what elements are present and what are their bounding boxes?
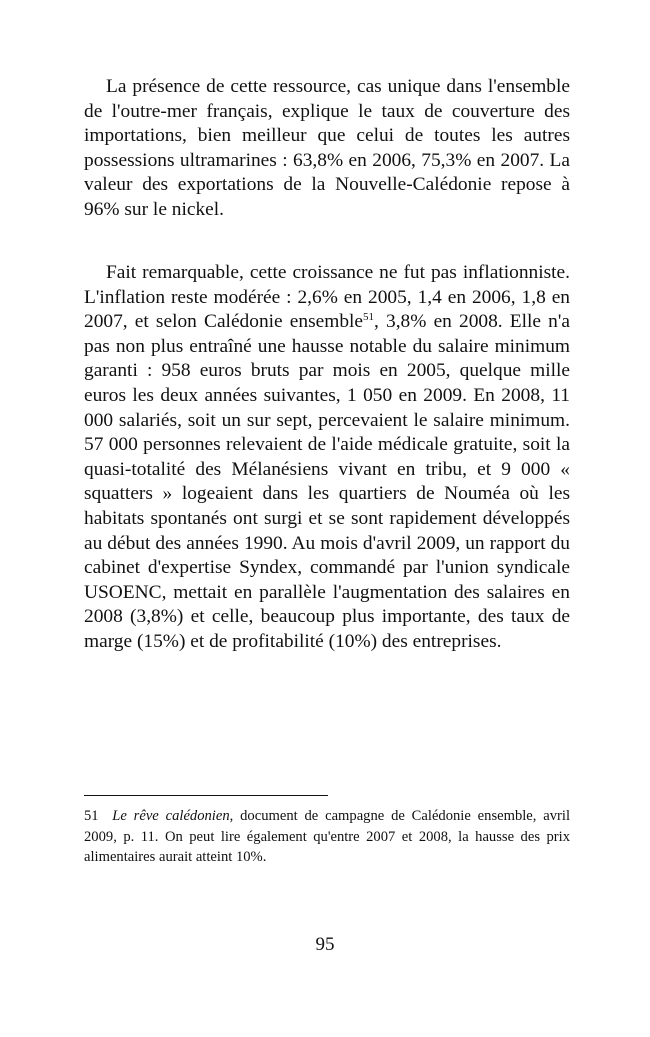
paragraph-2-text-end: , 3,8% en 2008. Elle n'a pas non plus entraîné une hausse notable du salaire minimum garanti : 958 euros bruts par mois en 2005, quelque mille euros les deux années suivantes, 1 050 en 2009. En 2008, 11 000 salariés, soit un sur sept, percevaient le salaire minimum. 57 000 personnes relevaient de l'aide médicale gratuite, soit la quasi-totalité des Mélanésiens vivant en tribu, et 9 000 « squatters » logeaient dans les quartiers de Nouméa où les habitats spontanés ont surgi et se sont rapidement développés au début des années 1990. Au mois d'avril 2009, un rapport du cabinet d'expertise Syndex, commandé par l'union syndicale USOENC, mettait en parallèle l'augmentation des salaires en 2008 (3,8%) et celle, beaucoup plus importante, des taux de marge (15%) et de profitabilité (10%) des entreprises.: [84, 311, 570, 652]
footnote-reference: 51: [363, 311, 375, 324]
paragraph-2: [84, 261, 570, 655]
footnote: [84, 806, 570, 868]
paragraph-1: [84, 75, 570, 223]
paragraph-1-text: La présence de cette ressource, cas unique dans l'ensemble de l'outre-mer français, explique le taux de couverture des importations, bien meilleur que celui de toutes les autres possessions ultramarines : 63,8% en 2006, 75,3% en 2007. La valeur des exportations de la Nouvelle-Calédonie repose à 96% sur le nickel.: [84, 76, 570, 220]
page-number: 95: [315, 934, 335, 955]
footnote-number: 51: [84, 808, 99, 824]
footnote-title: Le rêve calédonien: [112, 808, 230, 824]
footnote-text: , document de campagne de Calédonie ensemble, avril 2009, p. 11. On peut lire également qu'entre 2007 et 2008, la hausse des prix alimentaires aurait atteint 10%.: [84, 808, 570, 865]
paragraph-2-text-start: Fait remarquable, cette croissance ne fut pas inflationniste. L'inflation reste modérée : 2,6% en 2005, 1,4 en 2006, 1,8 en 2007, et selon Calédonie ensemble: [84, 262, 570, 333]
footnote-separator: [84, 795, 328, 796]
